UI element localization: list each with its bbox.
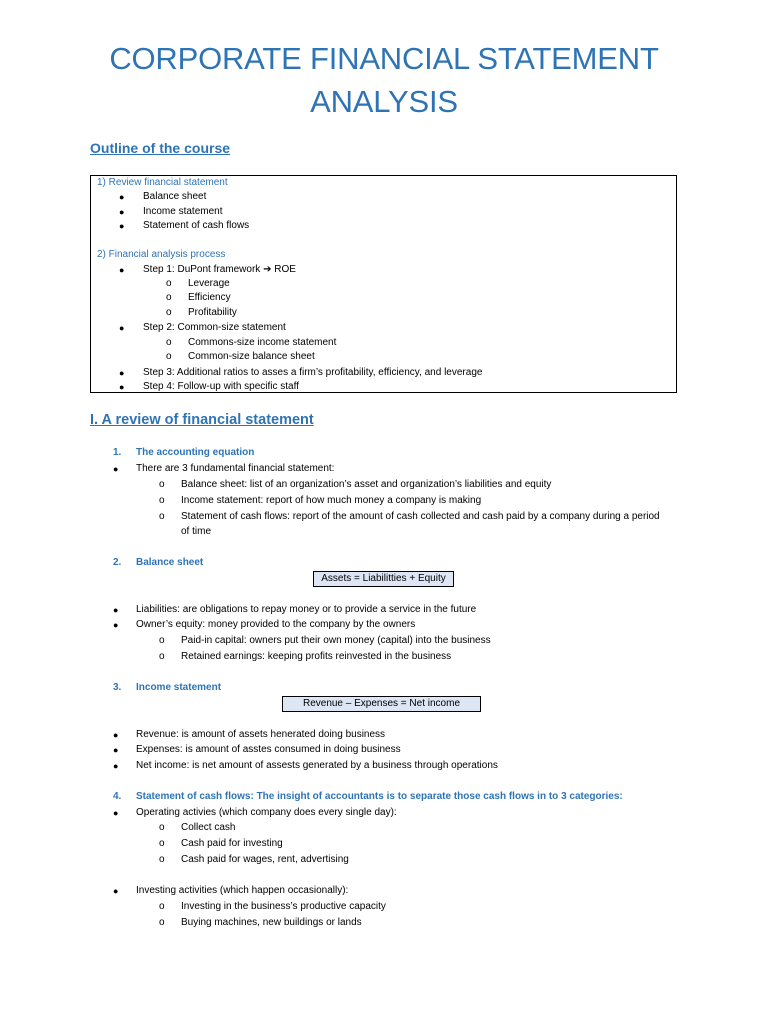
bullet-icon: ● bbox=[113, 605, 119, 615]
s2-title: Balance sheet bbox=[136, 557, 204, 568]
s3-number: 3. bbox=[113, 682, 122, 693]
bullet-icon: ● bbox=[113, 886, 119, 896]
bullet-icon: ● bbox=[119, 192, 125, 202]
s4-operating: Operating activies (which company does every single day): bbox=[136, 807, 397, 818]
section-i-heading: I. A review of financial statement bbox=[90, 412, 314, 428]
circle-bullet-icon: o bbox=[159, 917, 165, 928]
circle-bullet-icon: o bbox=[159, 511, 165, 522]
document-title-line2: ANALYSIS bbox=[310, 84, 458, 119]
circle-bullet-icon: o bbox=[159, 854, 165, 865]
s3-title: Income statement bbox=[136, 682, 222, 693]
document-title-line1: CORPORATE FINANCIAL STATEMENT bbox=[109, 41, 659, 76]
bullet-icon: ● bbox=[113, 745, 119, 755]
income-statement-equation: Revenue – Expenses = Net income bbox=[282, 696, 481, 712]
circle-bullet-icon: o bbox=[159, 822, 165, 833]
s1-sub-income-statement: Income statement: report of how much money a company is making bbox=[181, 495, 482, 506]
s4-operating-sub-collect: Collect cash bbox=[181, 822, 236, 833]
outline-heading: Outline of the course bbox=[90, 140, 231, 156]
s2-bullet-equity: Owner’s equity: money provided to the company by the owners bbox=[136, 619, 416, 630]
bullet-icon: ● bbox=[119, 207, 125, 217]
s2-sub-retained: Retained earnings: keeping profits reinvested in the business bbox=[181, 651, 452, 662]
s4-investing-sub-machines: Buying machines, new buildings or lands bbox=[181, 917, 362, 928]
circle-bullet-icon: o bbox=[159, 479, 165, 490]
bullet-icon: ● bbox=[119, 265, 125, 275]
circle-bullet-icon: o bbox=[159, 838, 165, 849]
s1-sub-cash-flows: Statement of cash flows: report of the amount of cash collected and cash paid by a company during a period bbox=[181, 511, 660, 522]
outline-step2: Step 2: Common-size statement bbox=[143, 322, 286, 333]
outline-step1-sub-efficiency: Efficiency bbox=[188, 292, 231, 303]
circle-bullet-icon: o bbox=[159, 635, 165, 646]
outline-step2-sub-income: Commons-size income statement bbox=[188, 337, 337, 348]
bullet-icon: ● bbox=[113, 730, 119, 740]
outline-item-cash-flows: Statement of cash flows bbox=[143, 220, 250, 231]
s1-number: 1. bbox=[113, 447, 122, 458]
s4-number: 4. bbox=[113, 791, 122, 802]
outline-step2-sub-balance: Common-size balance sheet bbox=[188, 351, 315, 362]
bullet-icon: ● bbox=[119, 221, 125, 231]
s2-number: 2. bbox=[113, 557, 122, 568]
s4-investing: Investing activities (which happen occasionally): bbox=[136, 885, 349, 896]
s1-sub-balance-sheet: Balance sheet: list of an organization’s asset and organization’s liabilities and equity bbox=[181, 479, 552, 490]
s3-bullet-net-income: Net income: is net amount of assests generated by a business through operations bbox=[136, 760, 498, 771]
circle-bullet-icon: o bbox=[159, 651, 165, 662]
bullet-icon: ● bbox=[113, 464, 119, 474]
s3-bullet-expenses: Expenses: is amount of asstes consumed in doing business bbox=[136, 744, 401, 755]
outline-step1 bbox=[143, 263, 296, 277]
circle-bullet-icon: o bbox=[166, 351, 172, 362]
outline-step1-sub-leverage: Leverage bbox=[188, 278, 230, 289]
bullet-icon: ● bbox=[113, 620, 119, 630]
balance-sheet-equation: Assets = Liabilitties + Equity bbox=[313, 571, 454, 587]
s4-investing-sub-capacity: Investing in the business’s productive capacity bbox=[181, 901, 386, 912]
s3-bullet-revenue: Revenue: is amount of assets henerated doing business bbox=[136, 729, 386, 740]
outline-step4: Step 4: Follow-up with specific staff bbox=[143, 381, 299, 392]
s4-operating-sub-wages: Cash paid for wages, rent, advertising bbox=[181, 854, 349, 865]
s1-title: The accounting equation bbox=[136, 447, 255, 458]
s1-bullet: There are 3 fundamental financial statement: bbox=[136, 463, 335, 474]
outline-step1-sub-profitability: Profitability bbox=[188, 307, 237, 318]
bullet-icon: ● bbox=[119, 382, 125, 392]
outline-item-balance-sheet: Balance sheet bbox=[143, 191, 207, 202]
bullet-icon: ● bbox=[119, 368, 125, 378]
circle-bullet-icon: o bbox=[166, 307, 172, 318]
circle-bullet-icon: o bbox=[159, 495, 165, 506]
outline-item-income-statement: Income statement bbox=[143, 206, 223, 217]
bullet-icon: ● bbox=[113, 808, 119, 818]
s4-title: Statement of cash flows: The insight of accountants is to separate those cash flows in to 3 categories: bbox=[136, 791, 623, 802]
circle-bullet-icon: o bbox=[159, 901, 165, 912]
outline-section1-label: 1) Review financial statement bbox=[97, 177, 228, 188]
s2-sub-paid-in: Paid-in capital: owners put their own money (capital) into the business bbox=[181, 635, 491, 646]
circle-bullet-icon: o bbox=[166, 292, 172, 303]
s4-operating-sub-investing: Cash paid for investing bbox=[181, 838, 283, 849]
outline-step1-suffix: ROE bbox=[274, 264, 296, 275]
s1-sub-cash-flows-cont: of time bbox=[181, 526, 212, 537]
bullet-icon: ● bbox=[113, 761, 119, 771]
arrow-right-icon: ➔ bbox=[263, 264, 272, 275]
circle-bullet-icon: o bbox=[166, 337, 172, 348]
outline-step1-text: Step 1: DuPont framework bbox=[143, 264, 261, 275]
circle-bullet-icon: o bbox=[166, 278, 172, 289]
bullet-icon: ● bbox=[119, 323, 125, 333]
outline-step3: Step 3: Additional ratios to asses a firm’s profitability, efficiency, and leverage bbox=[143, 367, 483, 378]
s2-bullet-liabilities: Liabilities: are obligations to repay money or to provide a service in the future bbox=[136, 604, 477, 615]
outline-section2-label: 2) Financial analysis process bbox=[97, 249, 226, 260]
